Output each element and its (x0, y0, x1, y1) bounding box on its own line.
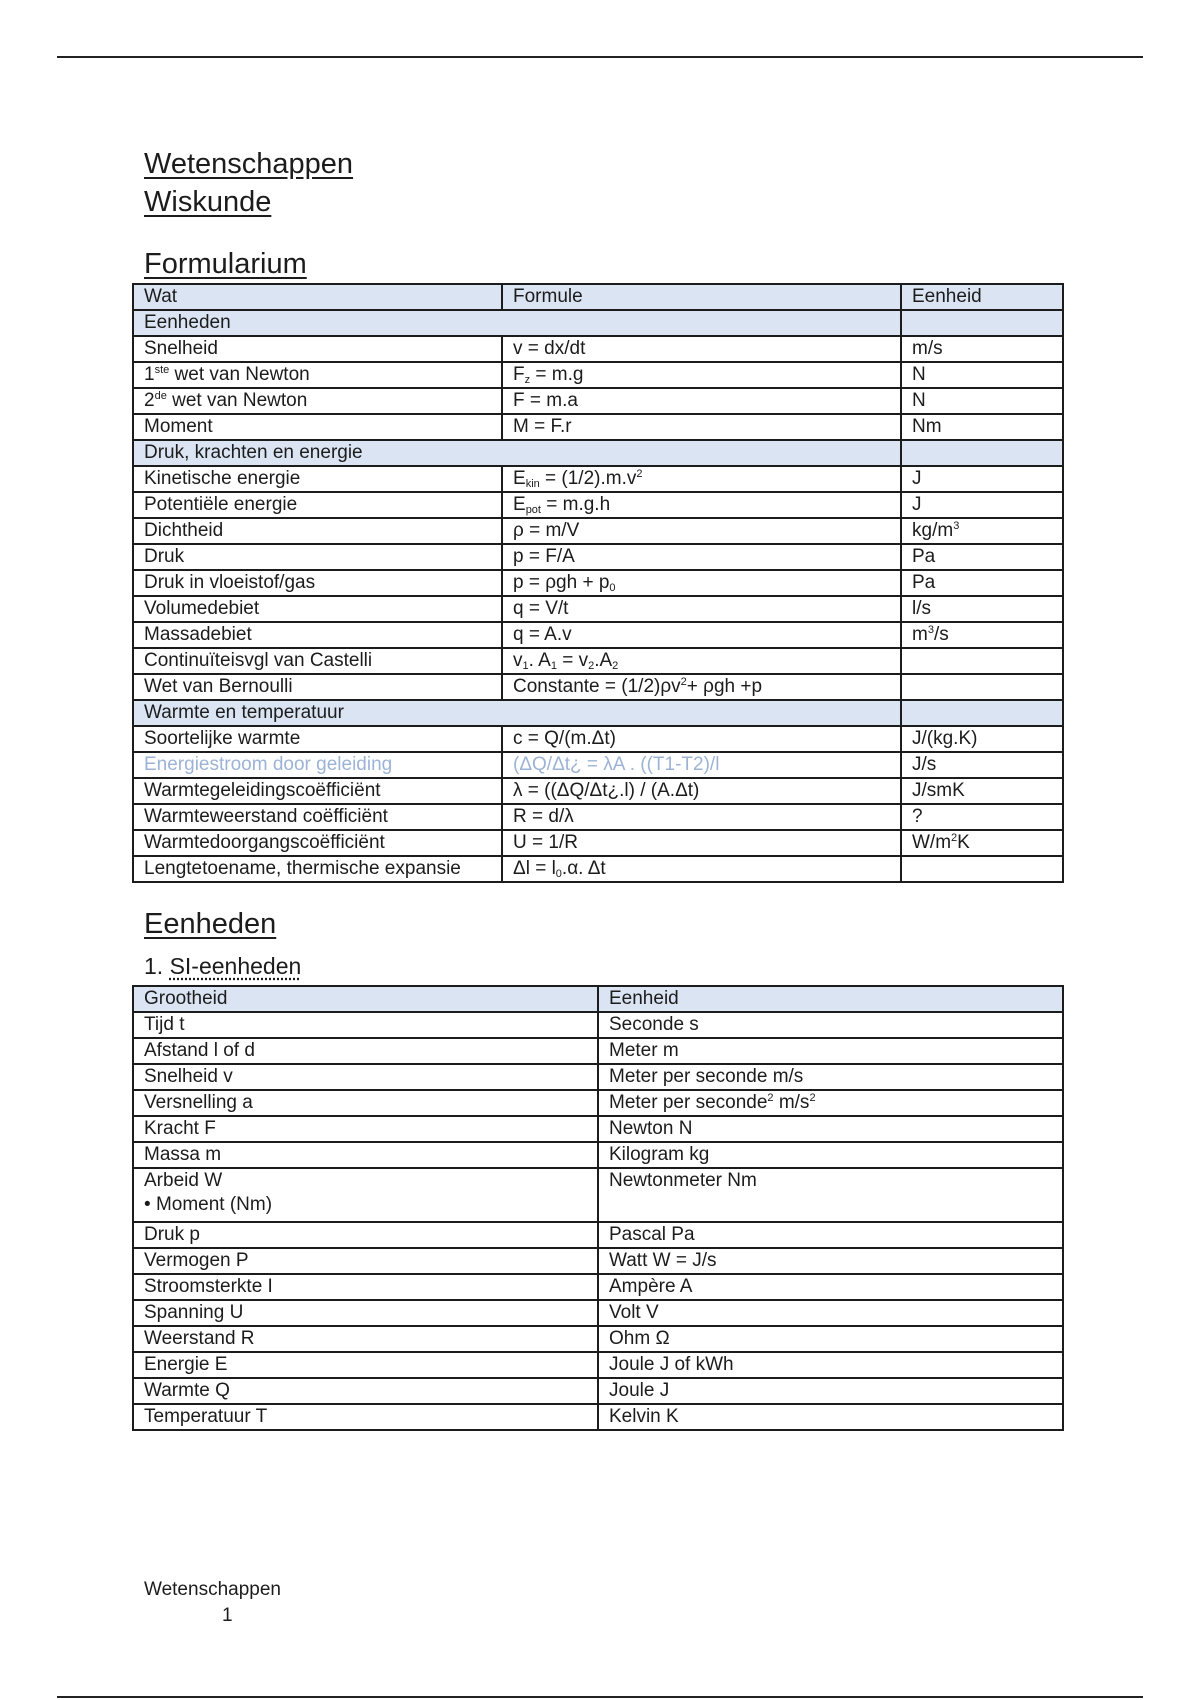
formule-cell: Constante = $(1/2)\rho v^2+ \rho gh +p$ (502, 674, 901, 700)
grootheid-cell: Warmte Q (133, 1378, 598, 1404)
eenheid-cell: $kg/m^3$ (901, 518, 1063, 544)
formularium-title: Formularium (144, 248, 307, 280)
table-row (133, 466, 1063, 492)
eenheid-cell: Volt V (598, 1300, 1063, 1326)
grootheid-cell: Snelheid v (133, 1064, 598, 1090)
grootheid-cell: Tijd t (133, 1012, 598, 1038)
eenheid-cell: $m^3/s$ (901, 622, 1063, 648)
si-subtitle (144, 951, 1064, 981)
table-row (133, 648, 1063, 674)
eenheden-title: Eenheden (144, 908, 277, 940)
grootheid-cell: Spanning U (133, 1300, 598, 1326)
si-subtitle-number: 1. (144, 953, 170, 979)
grootheid-cell: Vermogen P (133, 1248, 598, 1274)
formule-cell: p = F/A (502, 544, 901, 570)
table-row (133, 414, 1063, 440)
formule-cell: q = A.v (502, 622, 901, 648)
table-row (133, 778, 1063, 804)
wat-cell: Warmteweerstand coëfficiënt (133, 804, 502, 830)
wat-cell: Warmtegeleidingscoëfficiënt (133, 778, 502, 804)
si-units-table (132, 985, 1064, 1431)
table-row (133, 1274, 1063, 1300)
subject-heading: Wetenschappen (144, 148, 354, 180)
table-row (133, 388, 1063, 414)
wat-cell: Snelheid (133, 336, 502, 362)
column-header: Eenheid (901, 284, 1063, 310)
wat-cell: Massadebiet (133, 622, 502, 648)
table-row (133, 1326, 1063, 1352)
eenheid-cell: $W/m^2K$ (901, 830, 1063, 856)
wat-cell: 1ste wet van Newton (133, 362, 502, 388)
grootheid-cell: Energie E (133, 1352, 598, 1378)
table-row (133, 544, 1063, 570)
table-row (133, 726, 1063, 752)
wat-cell: Wet van Bernoulli (133, 674, 502, 700)
wat-cell: 2de wet van Newton (133, 388, 502, 414)
eenheid-cell: Ohm Ω (598, 1326, 1063, 1352)
page-number: 1 (222, 1605, 233, 1626)
wat-cell: Druk in vloeistof/gas (133, 570, 502, 596)
eenheid-cell: J/(kg.K) (901, 726, 1063, 752)
eenheid-cell (901, 648, 1063, 674)
eenheid-cell: J (901, 466, 1063, 492)
wat-cell: Volumedebiet (133, 596, 502, 622)
table-row (133, 1222, 1063, 1248)
table-row (133, 674, 1063, 700)
table-row (133, 856, 1063, 882)
eenheid-cell: Meter per seconde m/s (598, 1064, 1063, 1090)
eenheid-cell: Joule J (598, 1378, 1063, 1404)
section-empty-cell (901, 310, 1063, 336)
formule-cell: $E_{kin} = (1/2).m.v^2$ (502, 466, 901, 492)
table-row (133, 336, 1063, 362)
table-row (133, 518, 1063, 544)
formule-cell: $\Delta l = l_0.\alpha$. Δt (502, 856, 901, 882)
grootheid-cell: Massa m (133, 1142, 598, 1168)
eenheid-cell: Pa (901, 544, 1063, 570)
table-row (133, 492, 1063, 518)
formule-cell: $p = \rho gh + p_0$ (502, 570, 901, 596)
eenheid-cell: Kelvin K (598, 1404, 1063, 1430)
wat-cell: Continuïteisvgl van Castelli (133, 648, 502, 674)
grootheid-cell: Temperatuur T (133, 1404, 598, 1430)
eenheid-cell: Joule J of kWh (598, 1352, 1063, 1378)
wat-cell: Soortelijke warmte (133, 726, 502, 752)
wat-cell: Druk (133, 544, 502, 570)
eenheid-cell: Newton N (598, 1116, 1063, 1142)
table-row (133, 1352, 1063, 1378)
eenheid-cell: l/s (901, 596, 1063, 622)
footer-rule (57, 1696, 1143, 1698)
formule-cell: q = V/t (502, 596, 901, 622)
column-header: Grootheid (133, 986, 598, 1012)
eenheid-cell: Nm (901, 414, 1063, 440)
formule-cell: v = dx/dt (502, 336, 901, 362)
column-header: Eenheid (598, 986, 1063, 1012)
formule-cell: M = F.r (502, 414, 901, 440)
grootheid-cell: Kracht F (133, 1116, 598, 1142)
wat-cell: Energiestroom door geleiding (133, 752, 502, 778)
grootheid-cell: Stroomsterkte I (133, 1274, 598, 1300)
table-row (133, 1142, 1063, 1168)
section-empty-cell (901, 700, 1063, 726)
wat-cell: Potentiële energie (133, 492, 502, 518)
table-row (133, 804, 1063, 830)
wat-cell: Dichtheid (133, 518, 502, 544)
eenheid-cell: Pascal Pa (598, 1222, 1063, 1248)
formule-cell: $v_1$. $A_1 = v_2.A_2$ (502, 648, 901, 674)
wat-cell: Lengtetoename, thermische expansie (133, 856, 502, 882)
eenheid-cell: Kilogram kg (598, 1142, 1063, 1168)
si-subtitle-text: SI-eenheden (169, 953, 302, 979)
page-content (144, 145, 1064, 1431)
bullet-item (144, 1193, 587, 1217)
section-label: Druk, krachten en energie (133, 440, 901, 466)
table-row (133, 752, 1063, 778)
table-row (133, 1064, 1063, 1090)
formule-cell: ρ = m/V (502, 518, 901, 544)
eenheid-cell: Newtonmeter Nm (598, 1168, 1063, 1222)
wat-cell: Kinetische energie (133, 466, 502, 492)
eenheid-cell: Meter per seconde$^2$ $m/s^2$ (598, 1090, 1063, 1116)
bullet-icon: • (144, 1194, 156, 1215)
formule-cell: $F_z = m.g$ (502, 362, 901, 388)
eenheid-cell: J (901, 492, 1063, 518)
footer (144, 1577, 281, 1629)
eenheid-cell: Ampère A (598, 1274, 1063, 1300)
grootheid-cell (133, 1168, 598, 1222)
eenheid-cell: J/smK (901, 778, 1063, 804)
section-row (133, 700, 1063, 726)
table-row (133, 596, 1063, 622)
eenheid-cell: J/s (901, 752, 1063, 778)
section-row (133, 440, 1063, 466)
table-row (133, 1378, 1063, 1404)
table-row (133, 1116, 1063, 1142)
formularium-table (132, 283, 1064, 883)
eenheid-cell: N (901, 362, 1063, 388)
eenheid-cell: m/s (901, 336, 1063, 362)
formule-cell: F = m.a (502, 388, 901, 414)
eenheid-cell: Pa (901, 570, 1063, 596)
eenheid-cell (901, 856, 1063, 882)
topic-heading: Wiskunde (144, 186, 272, 218)
formule-cell: (ΔQ/Δt¿ = λA . ((T1-T2)/l (502, 752, 901, 778)
wat-cell: Warmtedoorgangscoëfficiënt (133, 830, 502, 856)
table-row (133, 622, 1063, 648)
eenheid-cell: Watt W = J/s (598, 1248, 1063, 1274)
column-header: Formule (502, 284, 901, 310)
table-row (133, 1248, 1063, 1274)
eenheid-cell: Seconde s (598, 1012, 1063, 1038)
formule-cell: λ = ((ΔQ/Δt¿.l) / (A.Δt) (502, 778, 901, 804)
table-row (133, 1012, 1063, 1038)
header-rule (57, 56, 1143, 58)
grootheid-cell: Afstand l of d (133, 1038, 598, 1064)
grootheid-cell: Weerstand R (133, 1326, 598, 1352)
eenheid-cell (901, 674, 1063, 700)
formule-cell: U = 1/R (502, 830, 901, 856)
table-row (133, 1038, 1063, 1064)
table-row (133, 570, 1063, 596)
eenheid-cell: Meter m (598, 1038, 1063, 1064)
table-row (133, 1404, 1063, 1430)
column-header: Wat (133, 284, 502, 310)
eenheid-cell: N (901, 388, 1063, 414)
formule-cell: R = d/λ (502, 804, 901, 830)
formularium-header-row (133, 284, 1063, 310)
section-empty-cell (901, 440, 1063, 466)
grootheid-cell: Versnelling a (133, 1090, 598, 1116)
footer-label: Wetenschappen (144, 1579, 281, 1600)
si-header-row (133, 986, 1063, 1012)
eenheid-cell: ? (901, 804, 1063, 830)
section-row (133, 310, 1063, 336)
grootheid-text: Arbeid W (144, 1170, 223, 1191)
table-row (133, 1168, 1063, 1222)
table-row (133, 362, 1063, 388)
formule-cell: $E_{pot} = m.g.h$ (502, 492, 901, 518)
section-label: Eenheden (133, 310, 901, 336)
formule-cell: c = Q/(m.Δt) (502, 726, 901, 752)
grootheid-cell: Druk p (133, 1222, 598, 1248)
table-row (133, 830, 1063, 856)
table-row (133, 1090, 1063, 1116)
wat-cell: Moment (133, 414, 502, 440)
table-row (133, 1300, 1063, 1326)
section-label: Warmte en temperatuur (133, 700, 901, 726)
bullet-text: Moment (Nm) (155, 1194, 273, 1215)
